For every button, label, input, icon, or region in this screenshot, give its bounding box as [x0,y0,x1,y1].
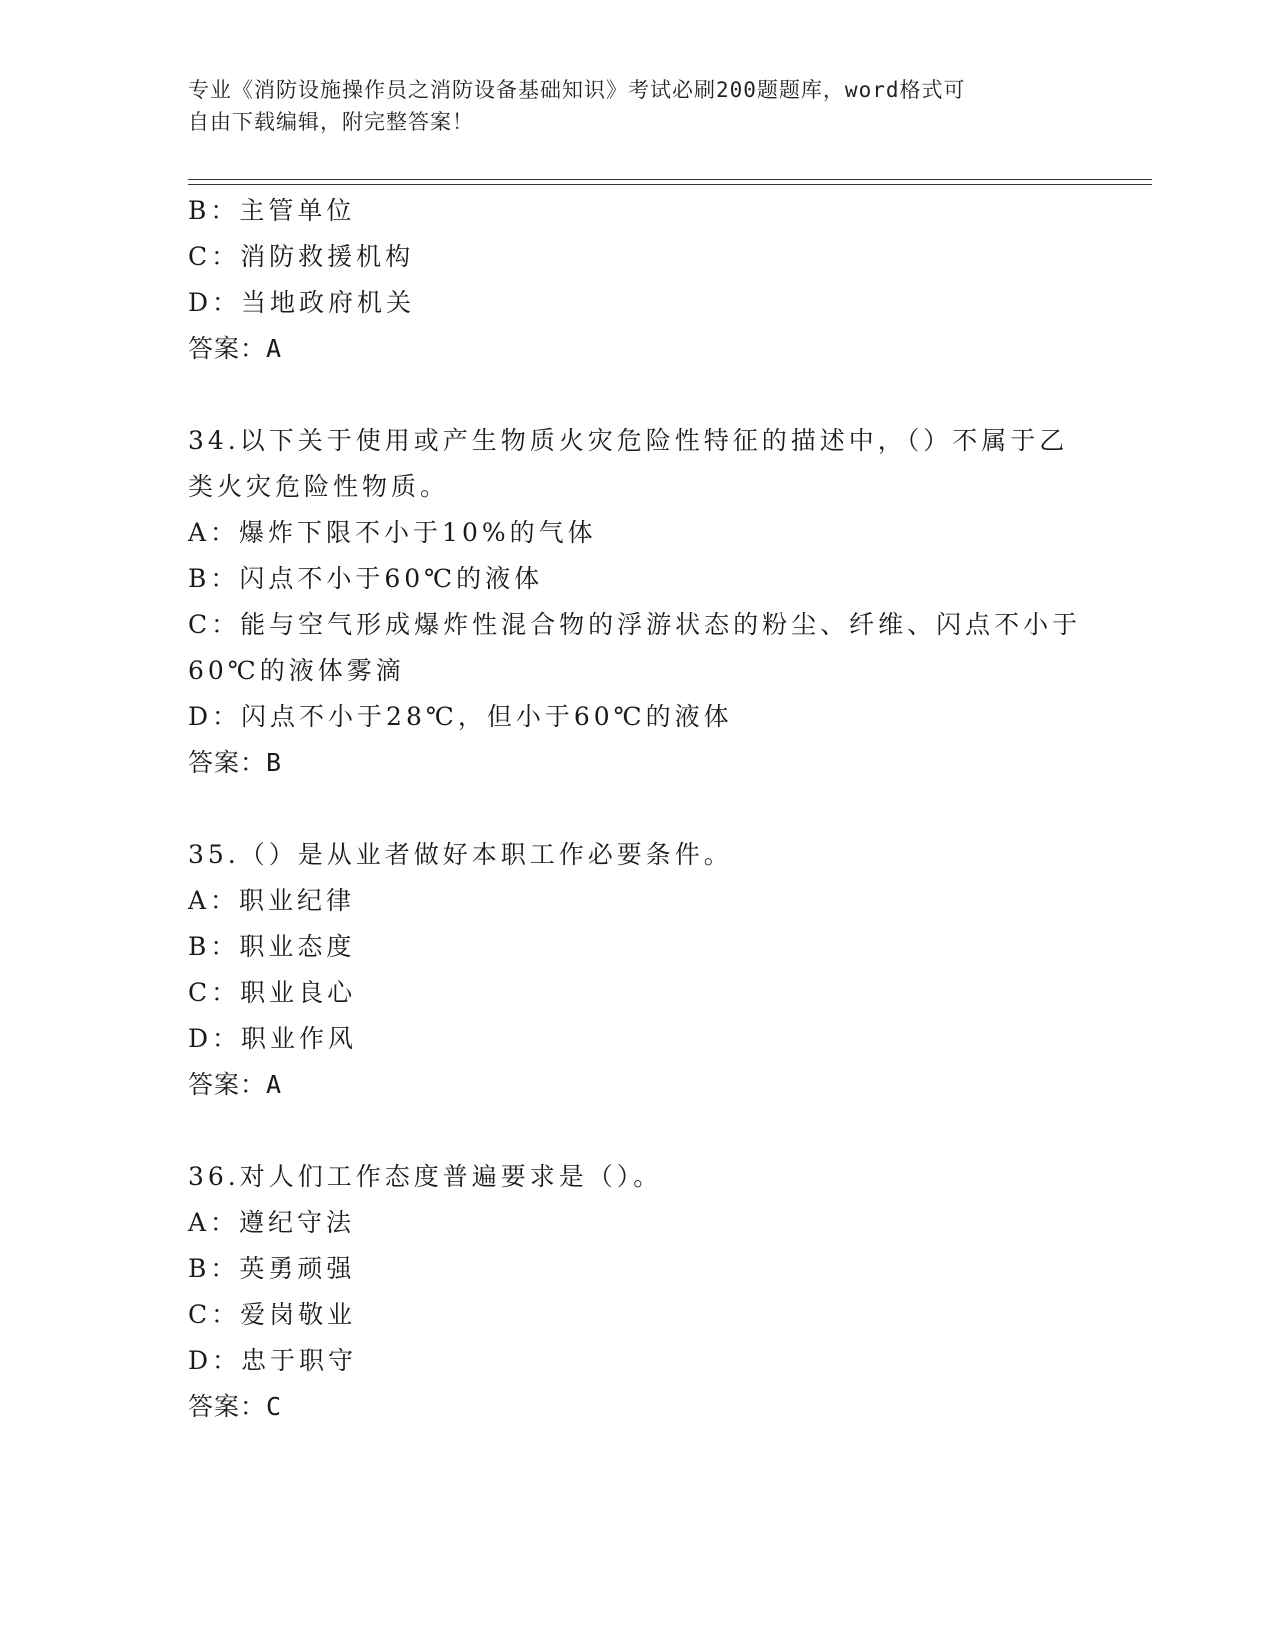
document-header [188,74,1088,138]
answer-value: B [266,748,283,777]
question-list [188,188,1088,1430]
answer-line [188,1384,1088,1430]
question-stem-line-1: 34.以下关于使用或产生物质火灾危险性特征的描述中，（）不属于乙 [188,426,1069,455]
answer-value: C [266,1392,283,1421]
answer-value: A [266,1070,283,1099]
option-d: D：当地政府机关 [188,288,416,317]
answer-label: 答案： [188,334,267,363]
option-c: C：爱岗敬业 [188,1300,357,1329]
option-b: B：闪点不小于60℃的液体 [188,564,544,593]
option-d: D：忠于职守 [188,1346,358,1375]
answer-value: A [266,334,283,363]
option-d: D：职业作风 [188,1024,358,1053]
header-line-1: 专业《消防设施操作员之消防设备基础知识》考试必刷200题题库，word格式可 [188,78,966,102]
header-rule-top [188,179,1152,180]
option-a: A：遵纪守法 [188,1208,356,1237]
option-c-line-2: 60℃的液体雾滴 [188,656,405,685]
answer-label: 答案： [188,1070,267,1099]
question-33 [188,188,1088,372]
question-34 [188,418,1088,786]
question-stem: 35.（）是从业者做好本职工作必要条件。 [188,840,733,869]
question-35 [188,832,1088,1108]
question-stem: 36.对人们工作态度普遍要求是（）。 [188,1162,663,1191]
option-b: B：英勇顽强 [188,1254,356,1283]
question-36 [188,1154,1088,1430]
answer-label: 答案： [188,1392,267,1421]
question-stem-line-2: 类火灾危险性物质。 [188,472,450,501]
option-d: D：闪点不小于28℃，但小于60℃的液体 [188,702,733,731]
option-b: B：主管单位 [188,196,356,225]
option-b: B：职业态度 [188,932,356,961]
answer-line [188,740,1088,786]
option-c: C：职业良心 [188,978,357,1007]
option-a: A：职业纪律 [188,886,356,915]
option-c-line-1: C：能与空气形成爆炸性混合物的浮游状态的粉尘、纤维、闪点不小于 [188,610,1082,639]
header-rule-bottom [188,184,1152,185]
answer-label: 答案： [188,748,267,777]
answer-line [188,1062,1088,1108]
header-line-2: 自由下载编辑，附完整答案！ [188,110,474,134]
option-a: A：爆炸下限不小于10%的气体 [188,518,597,547]
option-c: C：消防救援机构 [188,242,415,271]
answer-line [188,326,1088,372]
